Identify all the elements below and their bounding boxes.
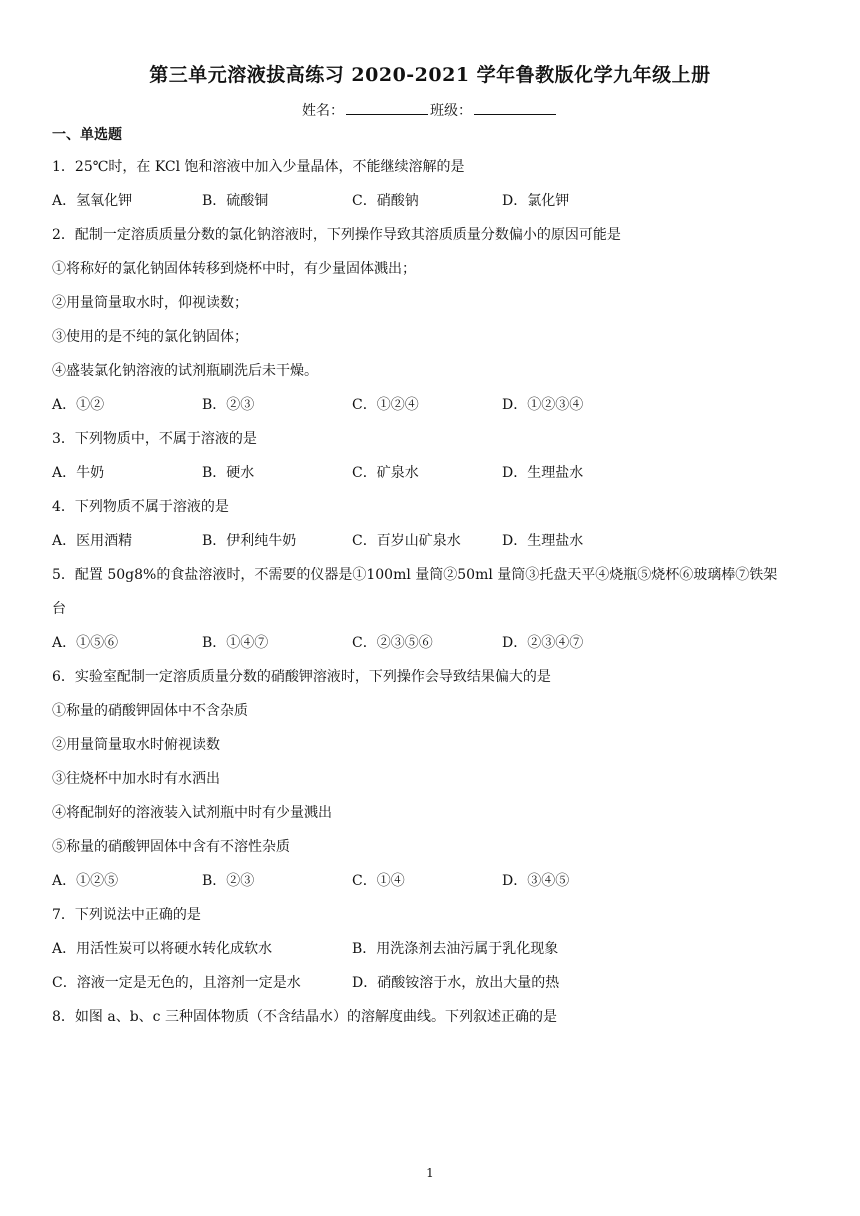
question-item: ⑤称量的硝酸钾固体中含有不溶性杂质 bbox=[52, 839, 290, 855]
question-item: ①将称好的氯化钠固体转移到烧杯中时，有少量固体溅出； bbox=[52, 261, 416, 277]
option: A．①② bbox=[52, 397, 105, 413]
question-stem: 2．配制一定溶质质量分数的氯化钠溶液时，下列操作导致其溶质质量分数偏小的原因可能是 bbox=[52, 227, 621, 243]
option-row bbox=[52, 184, 812, 218]
option: A．①②⑤ bbox=[52, 873, 119, 889]
option: D．③④⑤ bbox=[502, 873, 570, 889]
option: C．硝酸钠 bbox=[352, 193, 419, 209]
option: D．②③④⑦ bbox=[502, 635, 584, 651]
option-row bbox=[52, 524, 812, 558]
question-item: ④盛装氯化钠溶液的试剂瓶刷洗后未干燥。 bbox=[52, 363, 318, 379]
option: D．生理盐水 bbox=[502, 533, 584, 549]
page-number: 1 bbox=[426, 1166, 434, 1180]
question-stem: 7．下列说法中正确的是 bbox=[52, 907, 201, 923]
option: C．①④ bbox=[352, 873, 405, 889]
name-label: 姓名： bbox=[302, 103, 344, 119]
option: B．伊利纯牛奶 bbox=[202, 533, 297, 549]
option: C．①②④ bbox=[352, 397, 419, 413]
question-stem: 4．下列物质不属于溶液的是 bbox=[52, 499, 229, 515]
option: B．①④⑦ bbox=[202, 635, 269, 651]
question-stem: 1．25℃时，在 KCl 饱和溶液中加入少量晶体，不能继续溶解的是 bbox=[52, 159, 465, 175]
question-item: ③往烧杯中加水时有水洒出 bbox=[52, 771, 220, 787]
section-title: 一、单选题 bbox=[52, 127, 122, 143]
option: D．硝酸铵溶于水，放出大量的热 bbox=[352, 975, 560, 991]
name-blank[interactable] bbox=[346, 102, 428, 115]
option: B．②③ bbox=[202, 873, 255, 889]
option: C．②③⑤⑥ bbox=[352, 635, 433, 651]
class-blank[interactable] bbox=[474, 102, 556, 115]
option: A．氢氧化钾 bbox=[52, 193, 133, 209]
option: C．百岁山矿泉水 bbox=[352, 533, 461, 549]
option: A．用活性炭可以将硬水转化成软水 bbox=[52, 941, 273, 957]
option-row bbox=[52, 456, 812, 490]
question-item: ②用量筒量取水时俯视读数 bbox=[52, 737, 220, 753]
question-stem: 5．配置 50g8%的食盐溶液时，不需要的仪器是①100ml 量筒②50ml 量筒③托盘天平④烧瓶⑤烧杯⑥玻璃棒⑦铁架 bbox=[52, 567, 778, 583]
option-row bbox=[52, 966, 812, 1000]
option: B．硫酸铜 bbox=[202, 193, 269, 209]
option-row bbox=[52, 388, 812, 422]
option: B．②③ bbox=[202, 397, 255, 413]
question-item: ④将配制好的溶液装入试剂瓶中时有少量溅出 bbox=[52, 805, 332, 821]
option: A．医用酒精 bbox=[52, 533, 133, 549]
question-item: ①称量的硝酸钾固体中不含杂质 bbox=[52, 703, 248, 719]
question-stem: 6．实验室配制一定溶质质量分数的硝酸钾溶液时，下列操作会导致结果偏大的是 bbox=[52, 669, 551, 685]
question-stem-continued: 台 bbox=[52, 601, 66, 617]
option-row bbox=[52, 864, 812, 898]
option: B．用洗涤剂去油污属于乳化现象 bbox=[352, 941, 559, 957]
option-row bbox=[52, 626, 812, 660]
option: D．生理盐水 bbox=[502, 465, 584, 481]
question-stem: 8．如图 a、b、c 三种固体物质（不含结晶水）的溶解度曲线。下列叙述正确的是 bbox=[52, 1009, 557, 1025]
option: D．①②③④ bbox=[502, 397, 584, 413]
option-row bbox=[52, 932, 812, 966]
document-title: 第三单元溶液拔高练习 2020-2021 学年鲁教版化学九年级上册 bbox=[149, 64, 711, 86]
question-item: ②用量筒量取水时，仰视读数； bbox=[52, 295, 248, 311]
option: B．硬水 bbox=[202, 465, 255, 481]
option: D．氯化钾 bbox=[502, 193, 570, 209]
option: C．溶液一定是无色的，且溶剂一定是水 bbox=[52, 975, 301, 991]
option: A．牛奶 bbox=[52, 465, 105, 481]
question-list bbox=[52, 150, 812, 1034]
question-stem: 3．下列物质中，不属于溶液的是 bbox=[52, 431, 257, 447]
name-class-line bbox=[0, 100, 860, 120]
class-label: 班级： bbox=[430, 103, 472, 119]
question-item: ③使用的是不纯的氯化钠固体； bbox=[52, 329, 248, 345]
option: A．①⑤⑥ bbox=[52, 635, 119, 651]
option: C．矿泉水 bbox=[352, 465, 419, 481]
